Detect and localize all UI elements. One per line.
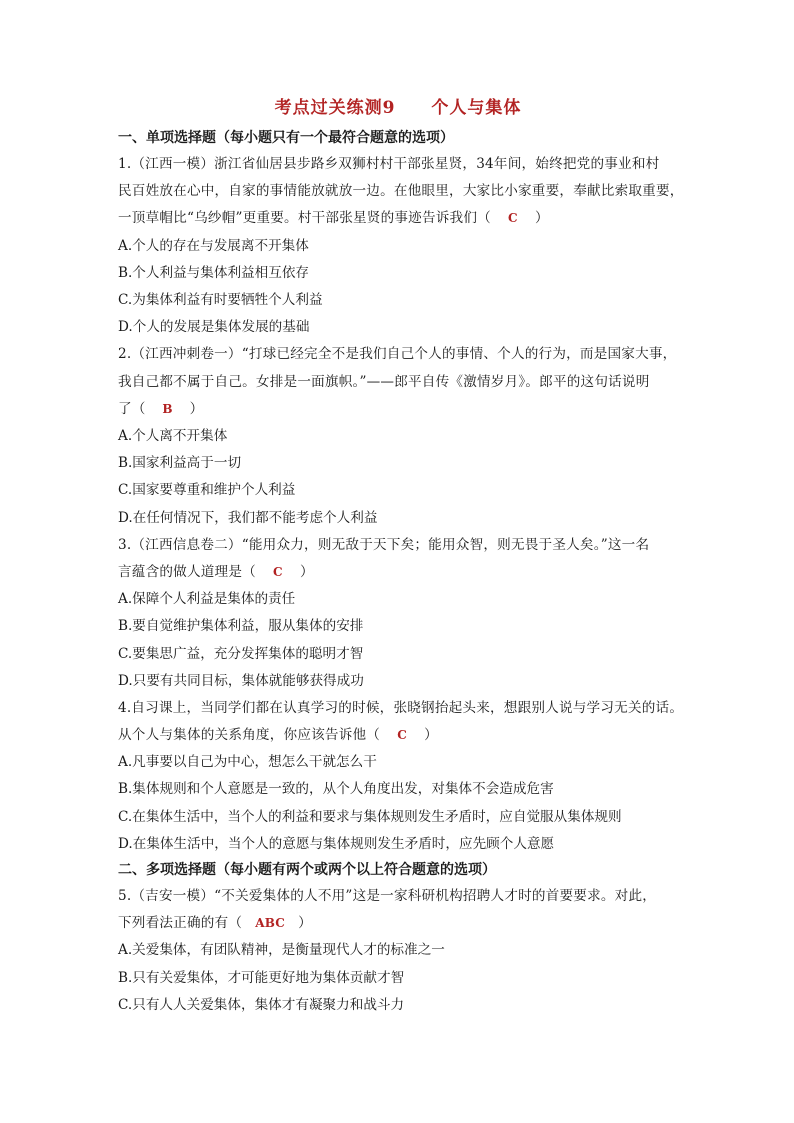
answer-mark: B: [162, 401, 173, 416]
question-2: [118, 341, 678, 531]
question-5: [118, 883, 678, 1019]
option-d: D.只要有共同目标，集体就能够获得成功: [118, 672, 364, 689]
option-d: D.个人的发展是集体发展的基础: [118, 319, 310, 336]
option-a: A.个人的存在与发展离不开集体: [118, 237, 309, 254]
question-text-line: 1.（江西一模）浙江省仙居县步路乡双狮村村干部张星贤，34年间，始终把党的事业和村: [118, 156, 660, 172]
question-text-line: 我自己都不属于自己。女排是一面旗帜。”——郎平自传《激情岁月》。郎平的这句话说明: [118, 373, 650, 390]
question-text-line: 一顶草帽比“乌纱帽”更重要。村干部张星贤的事迹告诉我们（ C ）: [118, 205, 678, 232]
option-a: A.凡事要以自己为中心，想怎么干就怎么干: [118, 754, 377, 771]
exam-page: [118, 94, 684, 1019]
question-text-line: 了（ B ）: [118, 396, 678, 423]
question-text-line: 民百姓放在心中，自家的事情能放就放一边。在他眼里，大家比小家重要，奉献比索取重要，: [118, 183, 684, 200]
option-c: C.只有人人关爱集体，集体才有凝聚力和战斗力: [118, 996, 405, 1013]
option-b: B.个人利益与集体利益相互依存: [118, 264, 310, 281]
title-topic: 个人与集体: [431, 98, 522, 118]
question-text-line: 4.自习课上，当同学们都在认真学习的时候，张晓钢抬起头来，想跟别人说与学习无关的话。: [118, 699, 684, 716]
question-text-line: 言蕴含的做人道理是（ C ）: [118, 559, 678, 586]
question-text-line: 下列看法正确的有（ ABC ）: [118, 910, 678, 937]
answer-mark: C: [273, 564, 283, 579]
option-d: D.在集体生活中，当个人的意愿与集体规则发生矛盾时，应先顾个人意愿: [118, 835, 555, 852]
option-b: B.要自觉维护集体利益，服从集体的安排: [118, 618, 364, 635]
question-text-line: 2.（江西冲刺卷一）“打球已经完全不是我们自己个人的事情、个人的行为，而是国家大事，: [118, 346, 677, 363]
question-text-line: 5.（吉安一模）“不关爱集体的人不用”这是一家科研机构招聘人才时的首要要求。对此，: [118, 888, 657, 905]
option-c: C.要集思广益，充分发挥集体的聪明才智: [118, 645, 364, 662]
question-4: [118, 695, 684, 858]
question-text-line: 从个人与集体的关系角度，你应该告诉他（ C ）: [118, 722, 678, 749]
question-1: [118, 151, 684, 341]
question-text-line: 3.（江西信息卷二）“能用众力，则无敌于天下矣；能用众智，则无畏于圣人矣。”这一名: [118, 536, 650, 553]
section-heading-multi-choice: 二、多项选择题（每小题有两个或两个以上符合题意的选项）: [118, 862, 496, 879]
option-d: D.在任何情况下，我们都不能考虑个人利益: [118, 509, 378, 526]
title-prefix: 考点过关练测9: [274, 98, 396, 118]
question-3: [118, 532, 678, 695]
option-c: C.国家要尊重和维护个人利益: [118, 482, 296, 499]
section-heading-single-choice: 一、单项选择题（每小题只有一个最符合题意的选项）: [118, 130, 454, 146]
option-c: C.在集体生活中，当个人的利益和要求与集体规则发生矛盾时，应自觉服从集体规则: [118, 808, 622, 825]
page-title: [118, 94, 678, 122]
option-b: B.只有关爱集体，才可能更好地为集体贡献才智: [118, 969, 405, 986]
option-b: B.国家利益高于一切: [118, 455, 242, 472]
answer-mark: ABC: [255, 916, 286, 931]
option-b: B.集体规则和个人意愿是一致的，从个人角度出发，对集体不会造成危害: [118, 781, 554, 798]
option-a: A.关爱集体，有团队精神，是衡量现代人才的标准之一: [118, 942, 445, 959]
answer-mark: C: [397, 728, 407, 743]
answer-mark: C: [508, 211, 518, 226]
option-c: C.为集体利益有时要牺牲个人利益: [118, 291, 323, 308]
option-a: A.保障个人利益是集体的责任: [118, 591, 296, 608]
option-a: A.个人离不开集体: [118, 427, 228, 444]
